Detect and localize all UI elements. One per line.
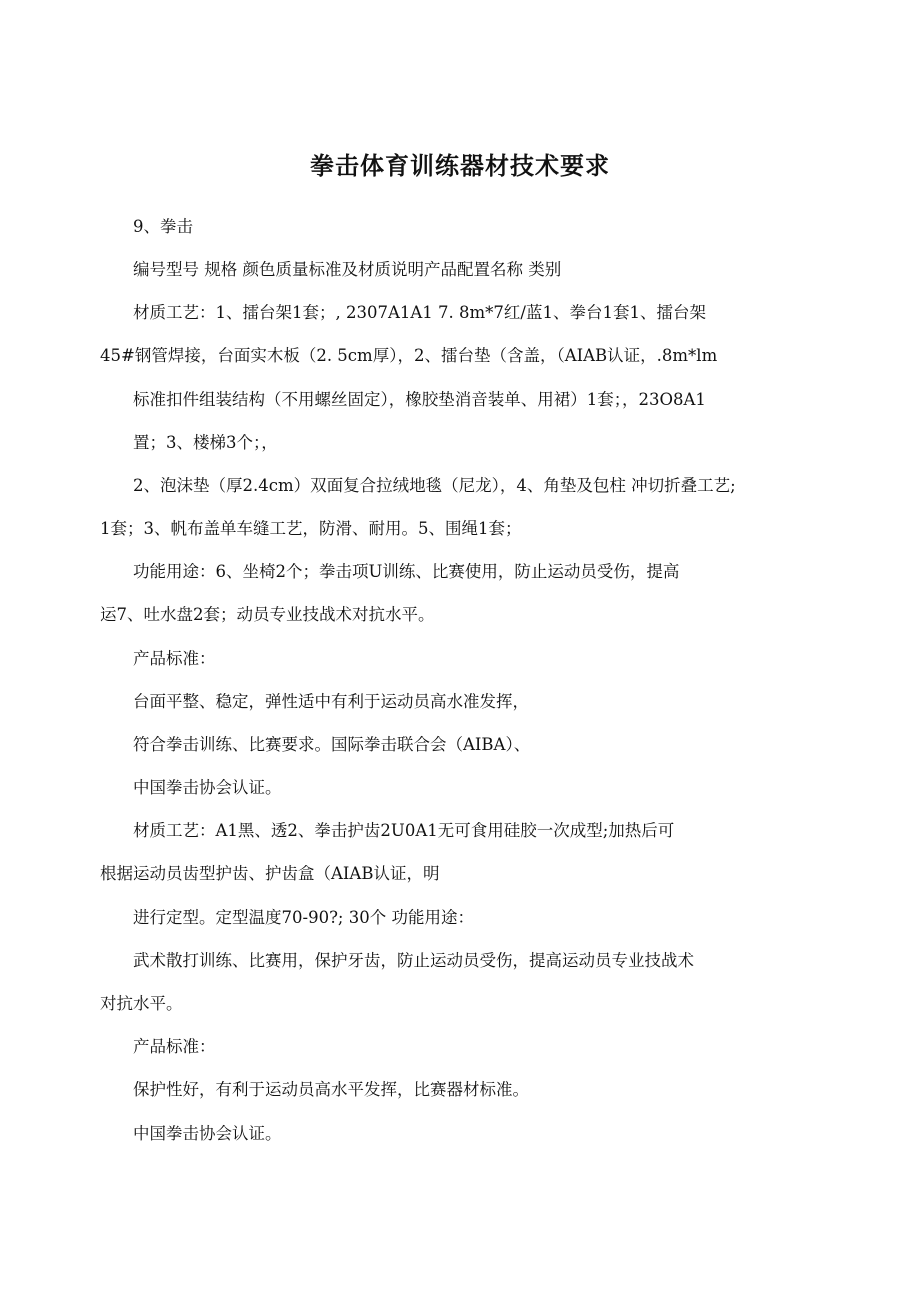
text-line: 功能用途：6、坐椅2个；拳击项U训练、比赛使用，防止运动员受伤，提高: [133, 562, 680, 581]
text-line: 45#钢管焊接，台面实木板（2. 5cm厚），2、擂台垫（含盖，（AIAB认证，.8m*lm: [100, 346, 718, 365]
text-line: 中国拳击协会认证。: [133, 778, 282, 797]
table-header-line: 编号型号 规格 颜色质量标准及材质说明产品配置名称 类别: [133, 260, 562, 279]
text-line: 台面平整、稳定，弹性适中有利于运动员高水准发挥，: [133, 692, 529, 711]
text-line: 保护性好，有利于运动员高水平发挥，比赛器材标准。: [133, 1080, 529, 1099]
text-line: 标准扣件组装结构（不用螺丝固定），橡胶垫消音装单、用裙）1套；，23O8A1: [133, 390, 706, 409]
text-line: 材质工艺：1、擂台架1套；, 2307A1A1 7. 8m*7红/蓝1、拳台1套1、擂台架: [133, 303, 706, 322]
document-title: 拳击体育训练器材技术要求: [310, 152, 610, 180]
text-line: 进行定型。定型温度70-90?; 30个 功能用途：: [133, 908, 474, 927]
text-line: 2、泡沫垫（厚2.4cm）双面复合拉绒地毯（尼龙），4、角垫及包柱 冲切折叠工艺;: [133, 476, 736, 495]
text-line: 武术散打训练、比赛用，保护牙齿，防止运动员受伤，提高运动员专业技战术: [133, 951, 694, 970]
text-line: 符合拳击训练、比赛要求。国际拳击联合会（AIBA）、: [133, 735, 531, 754]
text-line: 材质工艺：A1黑、透2、拳击护齿2U0A1无可食用硅胶一次成型;加热后可: [133, 821, 675, 840]
text-line: 根据运动员齿型护齿、护齿盒（AIAB认证，明: [100, 864, 440, 883]
text-line: 1套；3、帆布盖单车缝工艺，防滑、耐用。5、围绳1套；: [100, 519, 522, 538]
text-line: 产品标准：: [133, 1037, 216, 1056]
text-line: 对抗水平。: [100, 994, 183, 1013]
text-line: 产品标准：: [133, 649, 216, 668]
text-line: 置；3、楼梯3个；，: [133, 433, 278, 452]
section-heading: 9、拳击: [133, 217, 193, 236]
text-line: 运7、吐水盘2套；动员专业技战术对抗水平。: [100, 605, 435, 624]
text-line: 中国拳击协会认证。: [133, 1124, 282, 1143]
